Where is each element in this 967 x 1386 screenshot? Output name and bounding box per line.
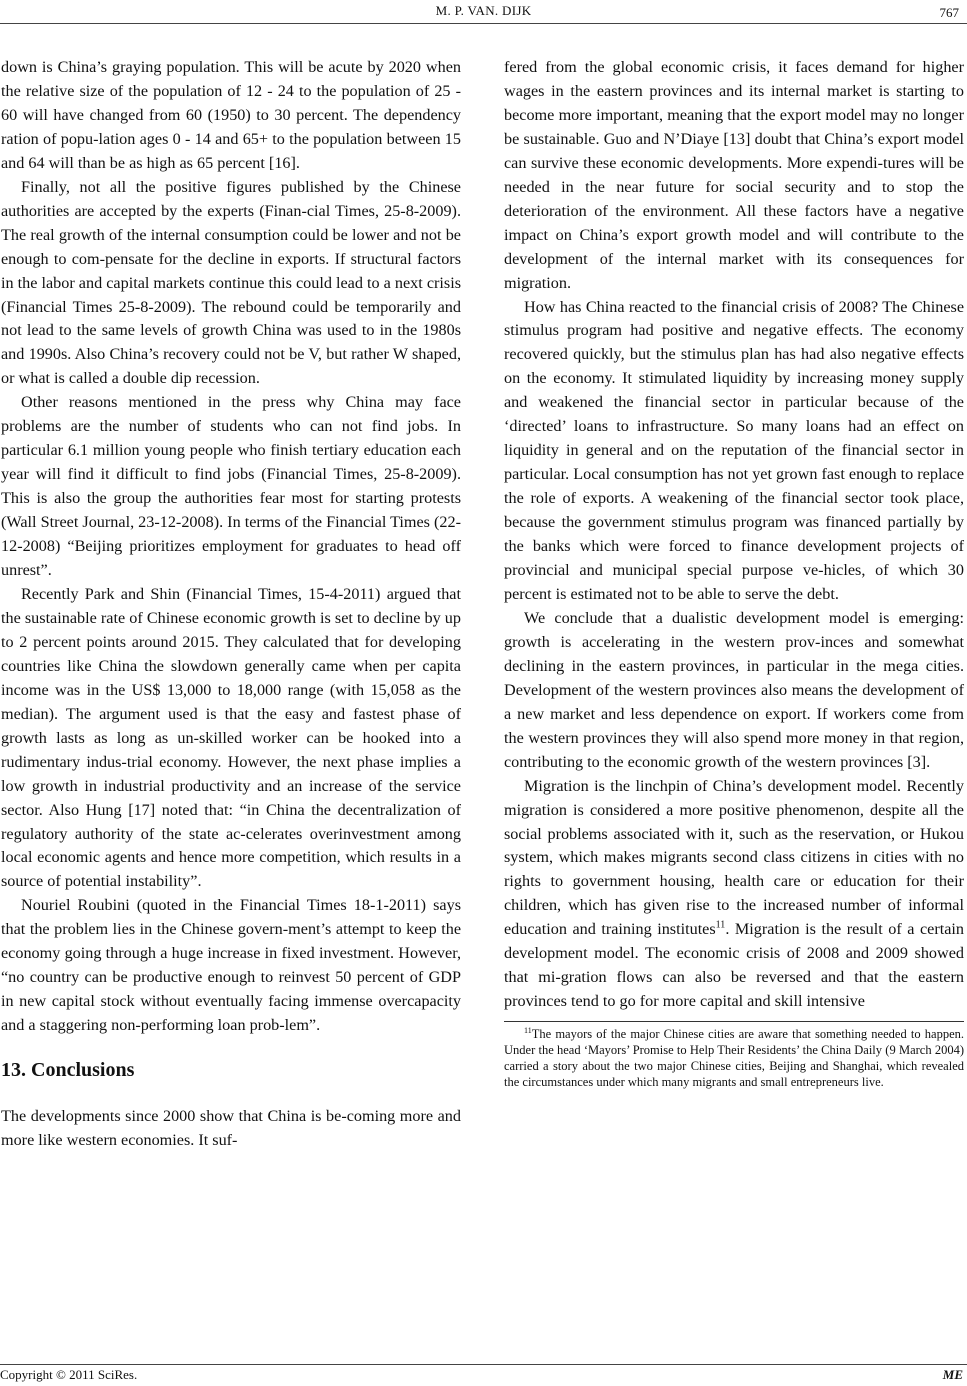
footnote-text: The mayors of the major Chinese cities are aware that something needed to happen. Under the head ‘Mayors’ Promise to Help Their Residents’ the China Daily (9 March 2004) carried a story about the two major Chinese cities, Beijing and Shanghai, which revealed the circumstances under which many migrants and small entrepreneurs live. <box>504 1027 964 1090</box>
section-heading-conclusions: 13. Conclusions <box>1 1059 135 1082</box>
journal-abbreviation: ME <box>942 1367 963 1382</box>
running-header-author: M. P. VAN. DIJK <box>435 3 532 18</box>
right-column <box>504 56 964 1090</box>
footnote-marker: 11 <box>524 1025 532 1035</box>
migration-text-before-note: Migration is the linchpin of China’s development model. Recently migration is considered a more positive phenomenon, despite all the social problems associated with it, such as the reservation, or Hukou system, which makes migrants second class citizens in cities with no rights to government housing, health care or education for their children, which has given rise to the increased number of informal education and training institutes <box>504 776 964 939</box>
left-column <box>1 56 461 1153</box>
body-paragraph: down is China’s graying population. This will be acute by 2020 when the relative size of the population of 12 - 24 to the population of 25 - 60 will have changed from 60 (1950) to 30 percent. The dependency ration of popu-lation ages 0 - 14 and 65+ to the population between 15 and 64 will than be as high as 65 percent [16]. <box>1 58 461 172</box>
migration-paragraph <box>504 775 964 1015</box>
body-paragraph: Nouriel Roubini (quoted in the Financial Times 18-1-2011) says that the problem lies in the Chinese govern-ment’s attempt to keep the economy going through a huge increase in fixed investment. However, “no country can be productive enough to reinvest 50 percent of GDP in new capital stock without eventually facing immense overcapacity and a staggering non-performing loan prob-lem”. <box>1 896 461 1035</box>
footnote-reference: 11 <box>715 919 726 931</box>
footnote <box>504 1026 964 1090</box>
body-paragraph: fered from the global economic crisis, it faces demand for higher wages in the eastern provinces and its internal market is starting to become more important, meaning that the export model may no longer be sustainable. Guo and N’Diaye [13] doubt that China’s export model can survive these economic developments. More expendi-tures will be needed in the near future for social security and to stop the deterioration of the environment. All these factors have a negative impact on China’s export growth model and will contribute to the development of the internal market with its consequences for migration. <box>504 58 964 292</box>
header-divider <box>0 23 967 24</box>
footer-divider <box>0 1364 967 1365</box>
migration-text-after-note: . Migration is the result of a certain development model. The economic crisis of 2008 and 2009 showed that mi-gration flows can also be reversed and that the eastern provinces tend to go for more capital and skill intensive <box>504 920 964 1011</box>
footnote-divider <box>504 1021 964 1022</box>
body-paragraph: Finally, not all the positive figures published by the Chinese authorities are accepted by the experts (Finan-cial Times, 25-8-2009). The real growth of the internal consumption could be lower and not be enough to com-pensate for the decline in exports. If structural factors in the labor and capital markets continue this could lead to a next crisis (Financial Times 25-8-2009). The rebound could be temporarily and not lead to the same levels of growth China was used to in the 1980s and 1990s. Also China’s recovery could not be V, but rather W shaped, or what is called a double dip recession. <box>1 177 461 388</box>
body-paragraph: How has China reacted to the financial crisis of 2008? The Chinese stimulus program had positive and negative effects. The economy recovered quickly, but the stimulus plan has had also negative effects on the economy. It stimulated liquidity by increasing money supply and weakened the financial sector in particular because of the ‘directed’ loans to infrastructure. So many loans had an effect on liquidity in general and on the reputation of the financial sector in particular. Local consumption has not yet grown fast enough to replace the role of exports. A weakening of the financial sector took place, because the government stimulus program was financed partially by the banks which were forced to finance development projects of provincial and municipal special purpose ve-hicles, of which 30 percent is estimated not to be able to serve the debt. <box>504 297 964 603</box>
body-paragraph: Recently Park and Shin (Financial Times, 15-4-2011) argued that the sustainable rate of Chinese economic growth is set to decline by up to 2 percent points around 2015. They calculated that for developing countries like China the slowdown generally came when per capita income was in the US$ 13,000 to 18,000 range (with 15,058 as the median). The argument used is that the easy and fastest phase of growth lasts as long as un-skilled worker can be hooked into a rudimentary indus-trial economy. However, the next phase implies a low growth in industrial productivity and an increase of the service sector. Also Hung [17] noted that: “in China the decentralization of regulatory authority of the state ac-celerates overinvestment among local economic agents and hence more competition, which results in a source of potential instability”. <box>1 584 461 891</box>
copyright-notice: Copyright © 2011 SciRes. <box>0 1367 138 1382</box>
page-number: 767 <box>939 5 959 20</box>
conclusion-paragraph: The developments since 2000 show that China is be-coming more and more like western economies. It suf- <box>1 1107 461 1150</box>
body-paragraph: Other reasons mentioned in the press why China may face problems are the number of students who can not find jobs. In particular 6.1 million young people who finish tertiary education each year will find it difficult to find jobs (Financial Times, 25-8-2009). This is also the group the authorities fear most for starting protests (Wall Street Journal, 23-12-2008). In terms of the Financial Times (22-12-2008) “Beijing prioritizes employment for graduates to head off unrest”. <box>1 393 461 580</box>
body-paragraph: We conclude that a dualistic development model is emerging: growth is accelerating in the western prov-inces and somewhat declining in the eastern provinces, in particular in the mega cities. Development of the western provinces also means the development of a new market and less dependence on export. If workers come from the western provinces they will also spend more money in that region, contributing to the economic growth of the western provinces [3]. <box>504 608 964 771</box>
